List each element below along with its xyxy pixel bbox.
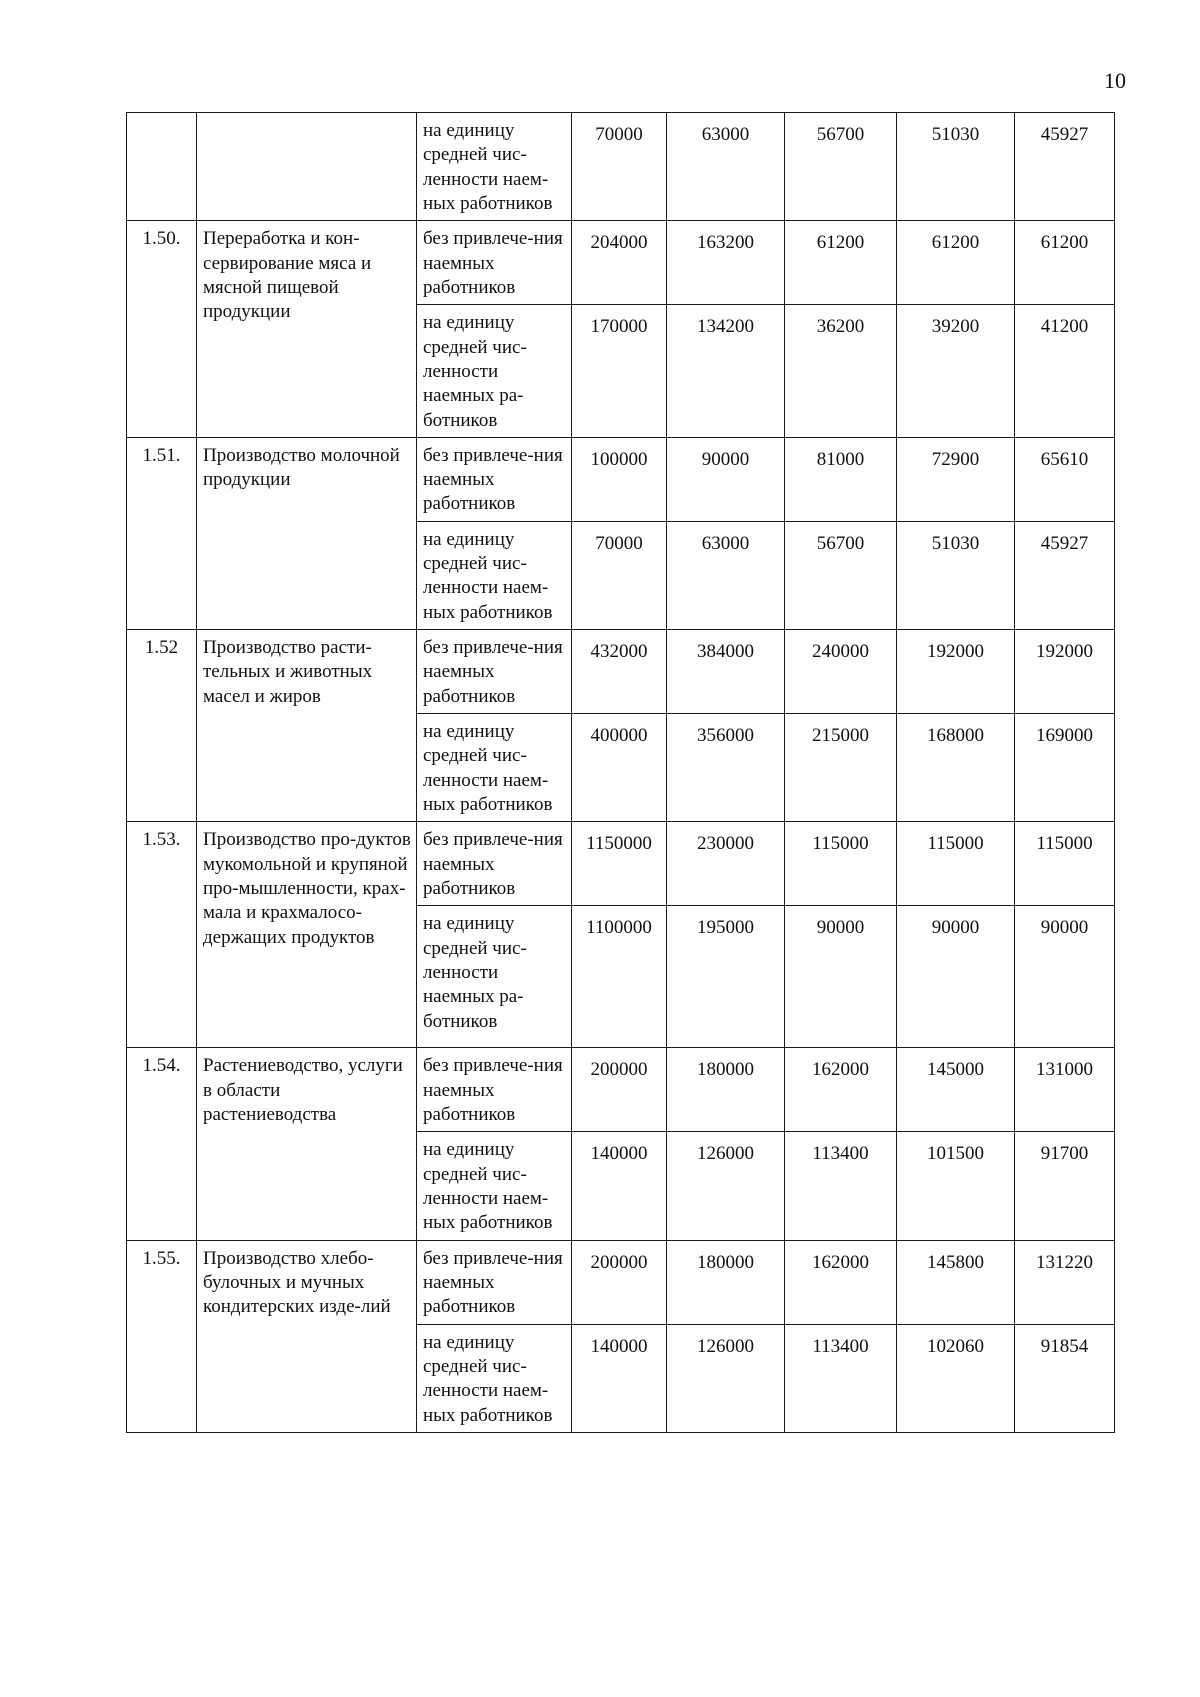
value-cell: 45927	[1015, 113, 1115, 221]
value-cell: 51030	[897, 521, 1015, 629]
value-cell: 126000	[667, 1324, 785, 1432]
value-cell: 39200	[897, 305, 1015, 438]
condition-cell: без привлече-ния наемных работников	[417, 437, 572, 521]
condition-cell: без привлече-ния наемных работников	[417, 630, 572, 714]
table-row	[127, 437, 1115, 521]
activity-name: Переработка и кон-сервирование мяса и мясной пищевой продукции	[197, 221, 417, 438]
condition-cell: на единицу средней чис-ленности наем-ных работников	[417, 113, 572, 221]
value-cell: 101500	[897, 1132, 1015, 1240]
value-cell: 102060	[897, 1324, 1015, 1432]
value-cell: 61200	[897, 221, 1015, 305]
value-cell: 168000	[897, 714, 1015, 822]
value-cell: 61200	[1015, 221, 1115, 305]
condition-cell: без привлече-ния наемных работников	[417, 1240, 572, 1324]
value-cell: 113400	[785, 1132, 897, 1240]
condition-cell: на единицу средней чис-ленности наем-ных работников	[417, 1132, 572, 1240]
value-cell: 56700	[785, 113, 897, 221]
value-cell: 140000	[572, 1132, 667, 1240]
activity-name: Производство про-дуктов мукомольной и крупяной про-мышленности, крах-мала и крахмалосо-держащих продуктов	[197, 822, 417, 1048]
row-number: 1.55.	[127, 1240, 197, 1432]
value-cell: 113400	[785, 1324, 897, 1432]
value-cell: 215000	[785, 714, 897, 822]
value-cell: 134200	[667, 305, 785, 438]
activity-name	[197, 113, 417, 221]
value-cell: 356000	[667, 714, 785, 822]
value-cell: 169000	[1015, 714, 1115, 822]
value-cell: 432000	[572, 630, 667, 714]
value-cell: 163200	[667, 221, 785, 305]
value-cell: 56700	[785, 521, 897, 629]
value-cell: 90000	[785, 906, 897, 1048]
value-cell: 115000	[1015, 822, 1115, 906]
value-cell: 145000	[897, 1048, 1015, 1132]
value-cell: 1150000	[572, 822, 667, 906]
value-cell: 90000	[667, 437, 785, 521]
value-cell: 63000	[667, 521, 785, 629]
value-cell: 204000	[572, 221, 667, 305]
value-cell: 91854	[1015, 1324, 1115, 1432]
value-cell: 400000	[572, 714, 667, 822]
value-cell: 126000	[667, 1132, 785, 1240]
table-row	[127, 822, 1115, 906]
activity-name: Производство расти-тельных и животных масел и жиров	[197, 630, 417, 822]
value-cell: 91700	[1015, 1132, 1115, 1240]
page-number: 10	[1104, 68, 1126, 93]
value-cell: 1100000	[572, 906, 667, 1048]
value-cell: 65610	[1015, 437, 1115, 521]
activity-name: Производство хлебо-булочных и мучных кондитерских изде-лий	[197, 1240, 417, 1432]
value-cell: 180000	[667, 1240, 785, 1324]
value-cell: 195000	[667, 906, 785, 1048]
value-cell: 63000	[667, 113, 785, 221]
tax-rates-table	[126, 112, 1115, 1433]
row-number: 1.53.	[127, 822, 197, 1048]
activity-name: Растениеводство, услуги в области растениеводства	[197, 1048, 417, 1240]
table-row	[127, 630, 1115, 714]
value-cell: 170000	[572, 305, 667, 438]
condition-cell: на единицу средней чис-ленности наем-ных работников	[417, 714, 572, 822]
row-number	[127, 113, 197, 221]
value-cell: 61200	[785, 221, 897, 305]
value-cell: 200000	[572, 1048, 667, 1132]
table-row	[127, 1240, 1115, 1324]
value-cell: 45927	[1015, 521, 1115, 629]
value-cell: 70000	[572, 113, 667, 221]
condition-cell: на единицу средней чис-ленности наем-ных работников	[417, 1324, 572, 1432]
row-number: 1.54.	[127, 1048, 197, 1240]
value-cell: 70000	[572, 521, 667, 629]
value-cell: 180000	[667, 1048, 785, 1132]
value-cell: 36200	[785, 305, 897, 438]
value-cell: 100000	[572, 437, 667, 521]
value-cell: 162000	[785, 1048, 897, 1132]
table-row	[127, 221, 1115, 305]
value-cell: 115000	[897, 822, 1015, 906]
row-number: 1.51.	[127, 437, 197, 629]
condition-cell: без привлече-ния наемных работников	[417, 1048, 572, 1132]
value-cell: 72900	[897, 437, 1015, 521]
condition-cell: без привлече-ния наемных работников	[417, 221, 572, 305]
value-cell: 131000	[1015, 1048, 1115, 1132]
value-cell: 192000	[1015, 630, 1115, 714]
value-cell: 145800	[897, 1240, 1015, 1324]
value-cell: 230000	[667, 822, 785, 906]
value-cell: 240000	[785, 630, 897, 714]
value-cell: 192000	[897, 630, 1015, 714]
activity-name: Производство молочной продукции	[197, 437, 417, 629]
row-number: 1.52	[127, 630, 197, 822]
value-cell: 90000	[897, 906, 1015, 1048]
value-cell: 384000	[667, 630, 785, 714]
row-number: 1.50.	[127, 221, 197, 438]
value-cell: 81000	[785, 437, 897, 521]
value-cell: 41200	[1015, 305, 1115, 438]
value-cell: 162000	[785, 1240, 897, 1324]
condition-cell: на единицу средней чис-ленности наемных ра-ботников	[417, 906, 572, 1048]
table-row	[127, 113, 1115, 221]
condition-cell: на единицу средней чис-ленности наем-ных работников	[417, 521, 572, 629]
value-cell: 90000	[1015, 906, 1115, 1048]
value-cell: 131220	[1015, 1240, 1115, 1324]
value-cell: 200000	[572, 1240, 667, 1324]
value-cell: 115000	[785, 822, 897, 906]
value-cell: 51030	[897, 113, 1015, 221]
value-cell: 140000	[572, 1324, 667, 1432]
condition-cell: на единицу средней чис-ленности наемных ра-ботников	[417, 305, 572, 438]
condition-cell: без привлече-ния наемных работников	[417, 822, 572, 906]
table-row	[127, 1048, 1115, 1132]
